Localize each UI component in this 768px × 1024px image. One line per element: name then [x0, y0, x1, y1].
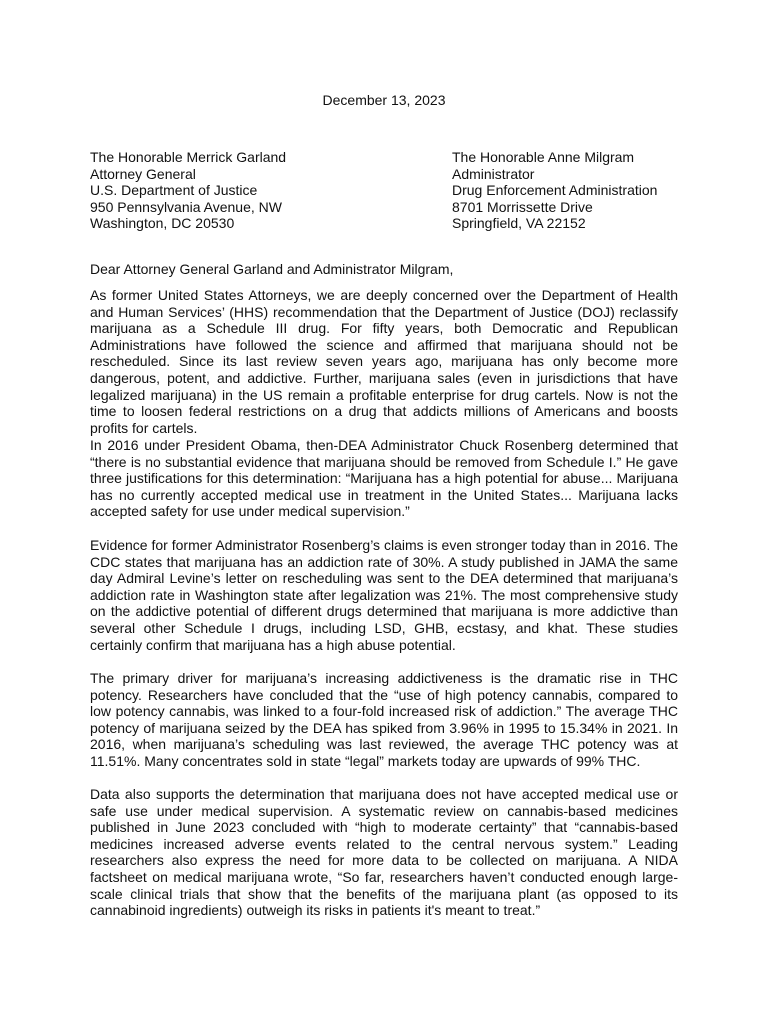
letter-date: December 13, 2023 — [322, 92, 446, 108]
body-paragraph: The primary driver for marijuana’s increasing addictiveness is the dramatic rise in THC potency. Researchers have concluded that the “use of high potency cannabis, compared to low potency cannabis, was linked to a four-fold increased risk of addiction.” The average THC potency of marijuana seized by the DEA has spiked from 3.96% in 1995 to 15.34% in 2021. In 2016, when marijuana’s scheduling was last reviewed, the average THC potency was at 11.51%. Many concentrates sold in state “legal” markets today are upwards of 99% THC. — [90, 670, 678, 769]
recipient-right-line: The Honorable Anne Milgram — [452, 149, 635, 165]
recipient-right-line: 8701 Morrissette Drive — [452, 198, 593, 215]
recipient-left-line: 950 Pennsylvania Avenue, NW — [90, 198, 282, 215]
recipient-address-right — [452, 149, 657, 232]
recipient-right-line: Springfield, VA 22152 — [452, 215, 586, 232]
body-paragraph: Evidence for former Administrator Rosenberg’s claims is even stronger today than in 2016. The CDC states that marijuana has an addiction rate of 30%. A study published in JAMA the same day Admiral Levine’s letter on rescheduling was sent to the DEA determined that marijuana’s addiction rate in Washington state after legalization was 21%. The most comprehensive study on the addictive potential of different drugs determined that marijuana is more addictive than several other Schedule I drugs, including LSD, GHB, ecstasy, and khat. These studies certainly confirm that marijuana has a high abuse potential. — [90, 537, 678, 653]
recipient-address-left — [90, 149, 286, 232]
recipient-left-line: The Honorable Merrick Garland — [90, 149, 287, 165]
recipient-right-line: Drug Enforcement Administration — [452, 182, 658, 199]
body-paragraph: In 2016 under President Obama, then-DEA Administrator Chuck Rosenberg determined that “there is no substantial evidence that marijuana should be removed from Schedule I.” He gave three justifications for this determination: “Marijuana has a high potential for abuse... Marijuana has no currently accepted medical use in treatment in the United States... Marijuana lacks accepted safety for use under medical supervision.” — [90, 437, 678, 520]
recipient-left-line: Attorney General — [90, 165, 196, 182]
recipient-left-line: U.S. Department of Justice — [90, 182, 258, 199]
salutation: Dear Attorney General Garland and Administrator Milgram, — [90, 261, 454, 277]
body-paragraph: Data also supports the determination that marijuana does not have accepted medical use or safe use under medical supervision. A systematic review on cannabis-based medicines published in June 2023 concluded with “high to moderate certainty” that “cannabis-based medicines increased adverse events related to the central nervous system.” Leading researchers also express the need for more data to be collected on marijuana. A NIDA factsheet on medical marijuana wrote, “So far, researchers haven’t conducted enough large-scale clinical trials that show that the benefits of the marijuana plant (as opposed to its cannabinoid ingredients) outweigh its risks in patients it's meant to treat.” — [90, 786, 678, 919]
body-paragraph: As former United States Attorneys, we are deeply concerned over the Department of Health and Human Services’ (HHS) recommendation that the Department of Justice (DOJ) reclassify marijuana as a Schedule III drug. For fifty years, both Democratic and Republican Administrations have followed the science and affirmed that marijuana should not be rescheduled. Since its last review seven years ago, marijuana has only become more dangerous, potent, and addictive. Further, marijuana sales (even in jurisdictions that have legalized marijuana) in the US remain a profitable enterprise for drug cartels. Now is not the time to loosen federal restrictions on a drug that addicts millions of Americans and boosts profits for cartels. — [90, 287, 678, 436]
recipient-left-line: Washington, DC 20530 — [90, 215, 235, 232]
recipient-right-line: Administrator — [452, 165, 535, 182]
